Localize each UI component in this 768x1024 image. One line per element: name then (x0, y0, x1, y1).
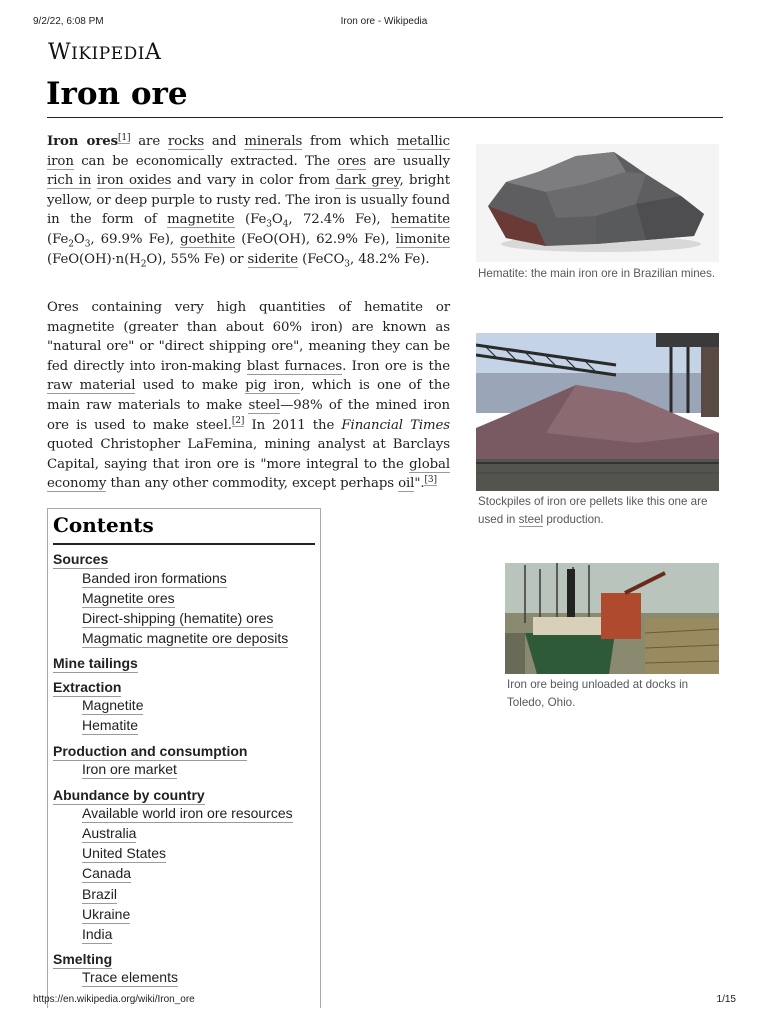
stockpile-image[interactable] (476, 333, 719, 491)
toc-item[interactable]: Magnetite ores (82, 590, 175, 606)
toc-item[interactable]: United States (82, 845, 167, 861)
toc-section-extraction[interactable]: Extraction (53, 679, 122, 695)
figure-caption: Stockpiles of iron ore pellets like this one are used in steel production. (478, 495, 708, 526)
toc-item[interactable]: Available world iron ore resources (82, 805, 293, 821)
print-url: https://en.wikipedia.org/wiki/Iron_ore (33, 994, 195, 1005)
link-rich-in[interactable]: rich in (47, 173, 92, 189)
link-iron-oxides[interactable]: iron oxides (96, 173, 172, 189)
page-title: Iron ore (46, 76, 188, 112)
toc-section-mine-tailings[interactable]: Mine tailings (53, 655, 138, 671)
link-global-economy[interactable]: global economy (47, 456, 450, 492)
link-hematite[interactable]: hematite (391, 212, 450, 228)
table-of-contents (47, 508, 321, 1008)
toledo-docks-image[interactable] (505, 563, 719, 674)
hematite-image[interactable] (476, 144, 719, 262)
link-steel[interactable]: steel (248, 397, 281, 413)
link-ores[interactable]: ores (337, 153, 367, 169)
link-magnetite[interactable]: magnetite (167, 212, 235, 228)
toc-section-production[interactable]: Production and consumption (53, 743, 248, 759)
link-siderite[interactable]: siderite (247, 251, 299, 267)
link-metallic[interactable]: metallic (396, 134, 450, 149)
link-steel-caption[interactable]: steel (518, 512, 544, 526)
print-page-number: 1/15 (716, 994, 736, 1005)
toc-item[interactable]: Ukraine (82, 906, 131, 922)
print-datetime: 9/2/22, 6:08 PM (33, 16, 104, 27)
toc-item[interactable]: Magmatic magnetite ore deposits (82, 630, 289, 646)
link-rocks[interactable]: rocks (167, 134, 205, 149)
toc-title: Contents (53, 513, 154, 537)
link-limonite[interactable]: limonite (395, 231, 450, 247)
link-iron[interactable]: iron (47, 153, 74, 169)
title-divider (47, 117, 723, 118)
toc-item[interactable]: Brazil (82, 886, 118, 902)
link-blast-furnaces[interactable]: blast furnaces (246, 358, 343, 374)
figure-caption: Hematite: the main iron ore in Brazilian mines. (478, 267, 716, 280)
ref-link[interactable]: [2] (231, 416, 245, 427)
link-raw-material[interactable]: raw material (47, 378, 136, 394)
toc-item[interactable]: India (82, 926, 113, 942)
figure-caption: Iron ore being unloaded at docks in Toledo, Ohio. (507, 678, 689, 709)
toc-section-sources[interactable]: Sources (53, 551, 109, 567)
toc-section-abundance[interactable]: Abundance by country (53, 787, 205, 803)
toc-divider (53, 543, 315, 545)
link-dark-grey[interactable]: dark grey (335, 173, 400, 189)
toc-item[interactable]: Australia (82, 825, 137, 841)
toc-item[interactable]: Trace elements (82, 969, 178, 985)
intro-paragraph-2: Ores containing very high quantities of hematite or magnetite (greater than about 60% iron) are known as "natural ore" or "direct shipping ore", meaning they can be fed directly into iron-making blast furnaces. Iron ore is the raw material used to make pig iron, which is one of the main raw materials to make steel—98% of the mined iron ore is used to make steel.[2] In 2011 the Financial Times quoted Christopher LaFemina, mining analyst at Barclays Capital, saying that iron ore is "more integral to the global economy than any other commodity, except perhaps oil".[3] (47, 300, 451, 492)
toc-item[interactable]: Banded iron formations (82, 570, 227, 586)
toc-item[interactable]: Iron ore market (82, 761, 177, 777)
wikipedia-logo[interactable]: WIKIPEDIA (48, 40, 162, 65)
toc-item[interactable]: Hematite (82, 717, 139, 733)
ref-link[interactable]: [3] (424, 474, 437, 485)
term-bold: Iron ores (47, 134, 118, 149)
link-oil[interactable]: oil (398, 476, 415, 492)
print-page-title: Iron ore - Wikipedia (340, 16, 428, 27)
ref-link[interactable]: [1] (117, 132, 131, 143)
link-pig-iron[interactable]: pig iron (245, 378, 301, 394)
toc-item[interactable]: Magnetite (82, 697, 144, 713)
link-goethite[interactable]: goethite (180, 231, 236, 247)
intro-paragraph-1: Iron ores[1] are rocks and minerals from which metallic iron can be economically extracted. The ores are usually rich in iron oxides and vary in color from dark grey, bright yellow, or deep purple to rusty red. The iron is usually found in the form of magnetite ($Fe_3O_4$, 72.4% Fe), hematite ($Fe_2O_3$, 69.9% Fe), goethite (FeO(OH), 62.9% Fe), limonite ($FeO(OH)\cdot n(H_2O)$, 55% Fe) or siderite (FeCO$_3$, 48.2% Fe). (47, 132, 450, 270)
toc-item[interactable]: Direct-shipping (hematite) ores (82, 610, 274, 626)
toc-section-smelting[interactable]: Smelting (53, 951, 113, 967)
link-minerals[interactable]: minerals (244, 134, 303, 149)
toc-item[interactable]: Canada (82, 865, 132, 881)
